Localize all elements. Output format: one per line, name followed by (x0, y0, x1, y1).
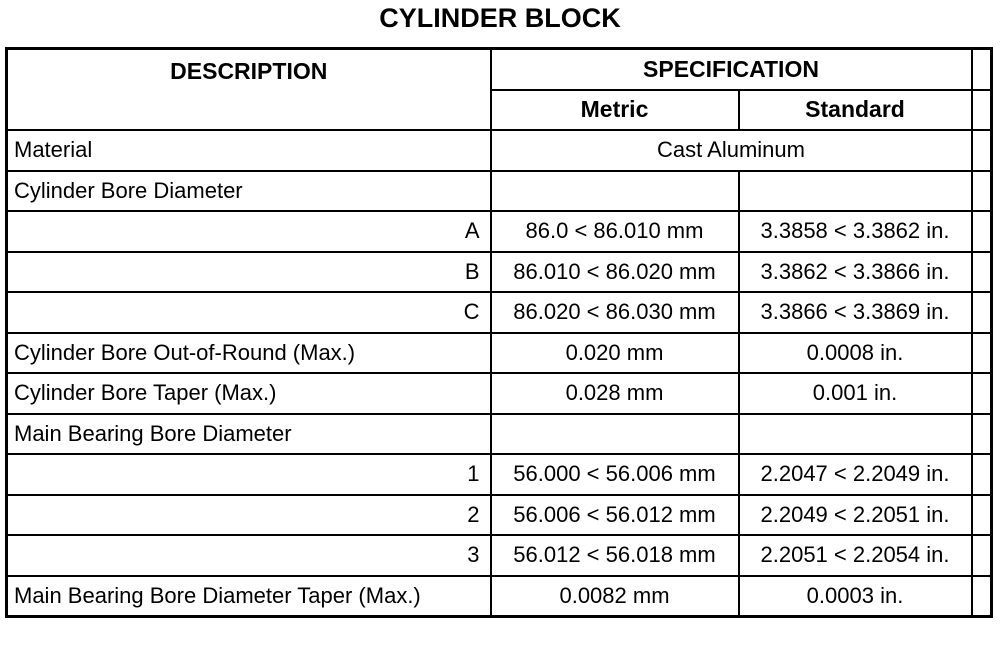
combined-value: Cast Aluminum (491, 130, 972, 171)
metric-value: 0.020 mm (491, 333, 739, 374)
standard-value: 3.3862 < 3.3866 in. (739, 252, 972, 293)
table-row (7, 130, 992, 171)
standard-value (739, 414, 972, 455)
metric-header: Metric (491, 90, 739, 131)
standard-value: 0.0008 in. (739, 333, 972, 374)
page-title: CYLINDER BLOCK (379, 3, 621, 33)
row-description: Main Bearing Bore Diameter (7, 414, 491, 455)
side-cell (972, 171, 992, 212)
standard-header: Standard (739, 90, 972, 131)
metric-value: 56.000 < 56.006 mm (491, 454, 739, 495)
standard-value: 0.001 in. (739, 373, 972, 414)
metric-value: 86.010 < 86.020 mm (491, 252, 739, 293)
side-cell (972, 49, 992, 90)
row-description: Main Bearing Bore Diameter Taper (Max.) (7, 576, 491, 617)
row-sub-label: 3 (7, 535, 491, 576)
row-sub-label: 1 (7, 454, 491, 495)
table-row (7, 333, 992, 374)
table-row (7, 292, 992, 333)
standard-value: 0.0003 in. (739, 576, 972, 617)
side-cell (972, 130, 992, 171)
metric-value (491, 414, 739, 455)
table-row (7, 535, 992, 576)
spec-table (5, 47, 993, 618)
table-row (7, 454, 992, 495)
table-row (7, 576, 992, 617)
row-sub-label: 2 (7, 495, 491, 536)
metric-value: 86.0 < 86.010 mm (491, 211, 739, 252)
description-header: DESCRIPTION (7, 49, 491, 131)
metric-value: 0.028 mm (491, 373, 739, 414)
table-row (7, 414, 992, 455)
side-cell (972, 535, 992, 576)
standard-value: 3.3866 < 3.3869 in. (739, 292, 972, 333)
header-row (7, 49, 992, 90)
side-cell (972, 576, 992, 617)
table-row (7, 211, 992, 252)
table-row (7, 171, 992, 212)
metric-value: 56.006 < 56.012 mm (491, 495, 739, 536)
metric-value (491, 171, 739, 212)
row-sub-label: A (7, 211, 491, 252)
side-cell (972, 252, 992, 293)
specification-header: SPECIFICATION (491, 49, 972, 90)
metric-value: 86.020 < 86.030 mm (491, 292, 739, 333)
side-cell (972, 292, 992, 333)
row-description: Cylinder Bore Diameter (7, 171, 491, 212)
side-cell (972, 414, 992, 455)
standard-value (739, 171, 972, 212)
row-description: Material (7, 130, 491, 171)
standard-value: 2.2051 < 2.2054 in. (739, 535, 972, 576)
table-row (7, 252, 992, 293)
metric-value: 56.012 < 56.018 mm (491, 535, 739, 576)
side-cell (972, 454, 992, 495)
row-sub-label: C (7, 292, 491, 333)
side-cell (972, 373, 992, 414)
standard-value: 2.2047 < 2.2049 in. (739, 454, 972, 495)
table-row (7, 373, 992, 414)
row-description: Cylinder Bore Out-of-Round (Max.) (7, 333, 491, 374)
row-description: Cylinder Bore Taper (Max.) (7, 373, 491, 414)
table-row (7, 495, 992, 536)
side-cell (972, 90, 992, 131)
side-cell (972, 333, 992, 374)
row-sub-label: B (7, 252, 491, 293)
standard-value: 3.3858 < 3.3862 in. (739, 211, 972, 252)
side-cell (972, 211, 992, 252)
side-cell (972, 495, 992, 536)
standard-value: 2.2049 < 2.2051 in. (739, 495, 972, 536)
metric-value: 0.0082 mm (491, 576, 739, 617)
